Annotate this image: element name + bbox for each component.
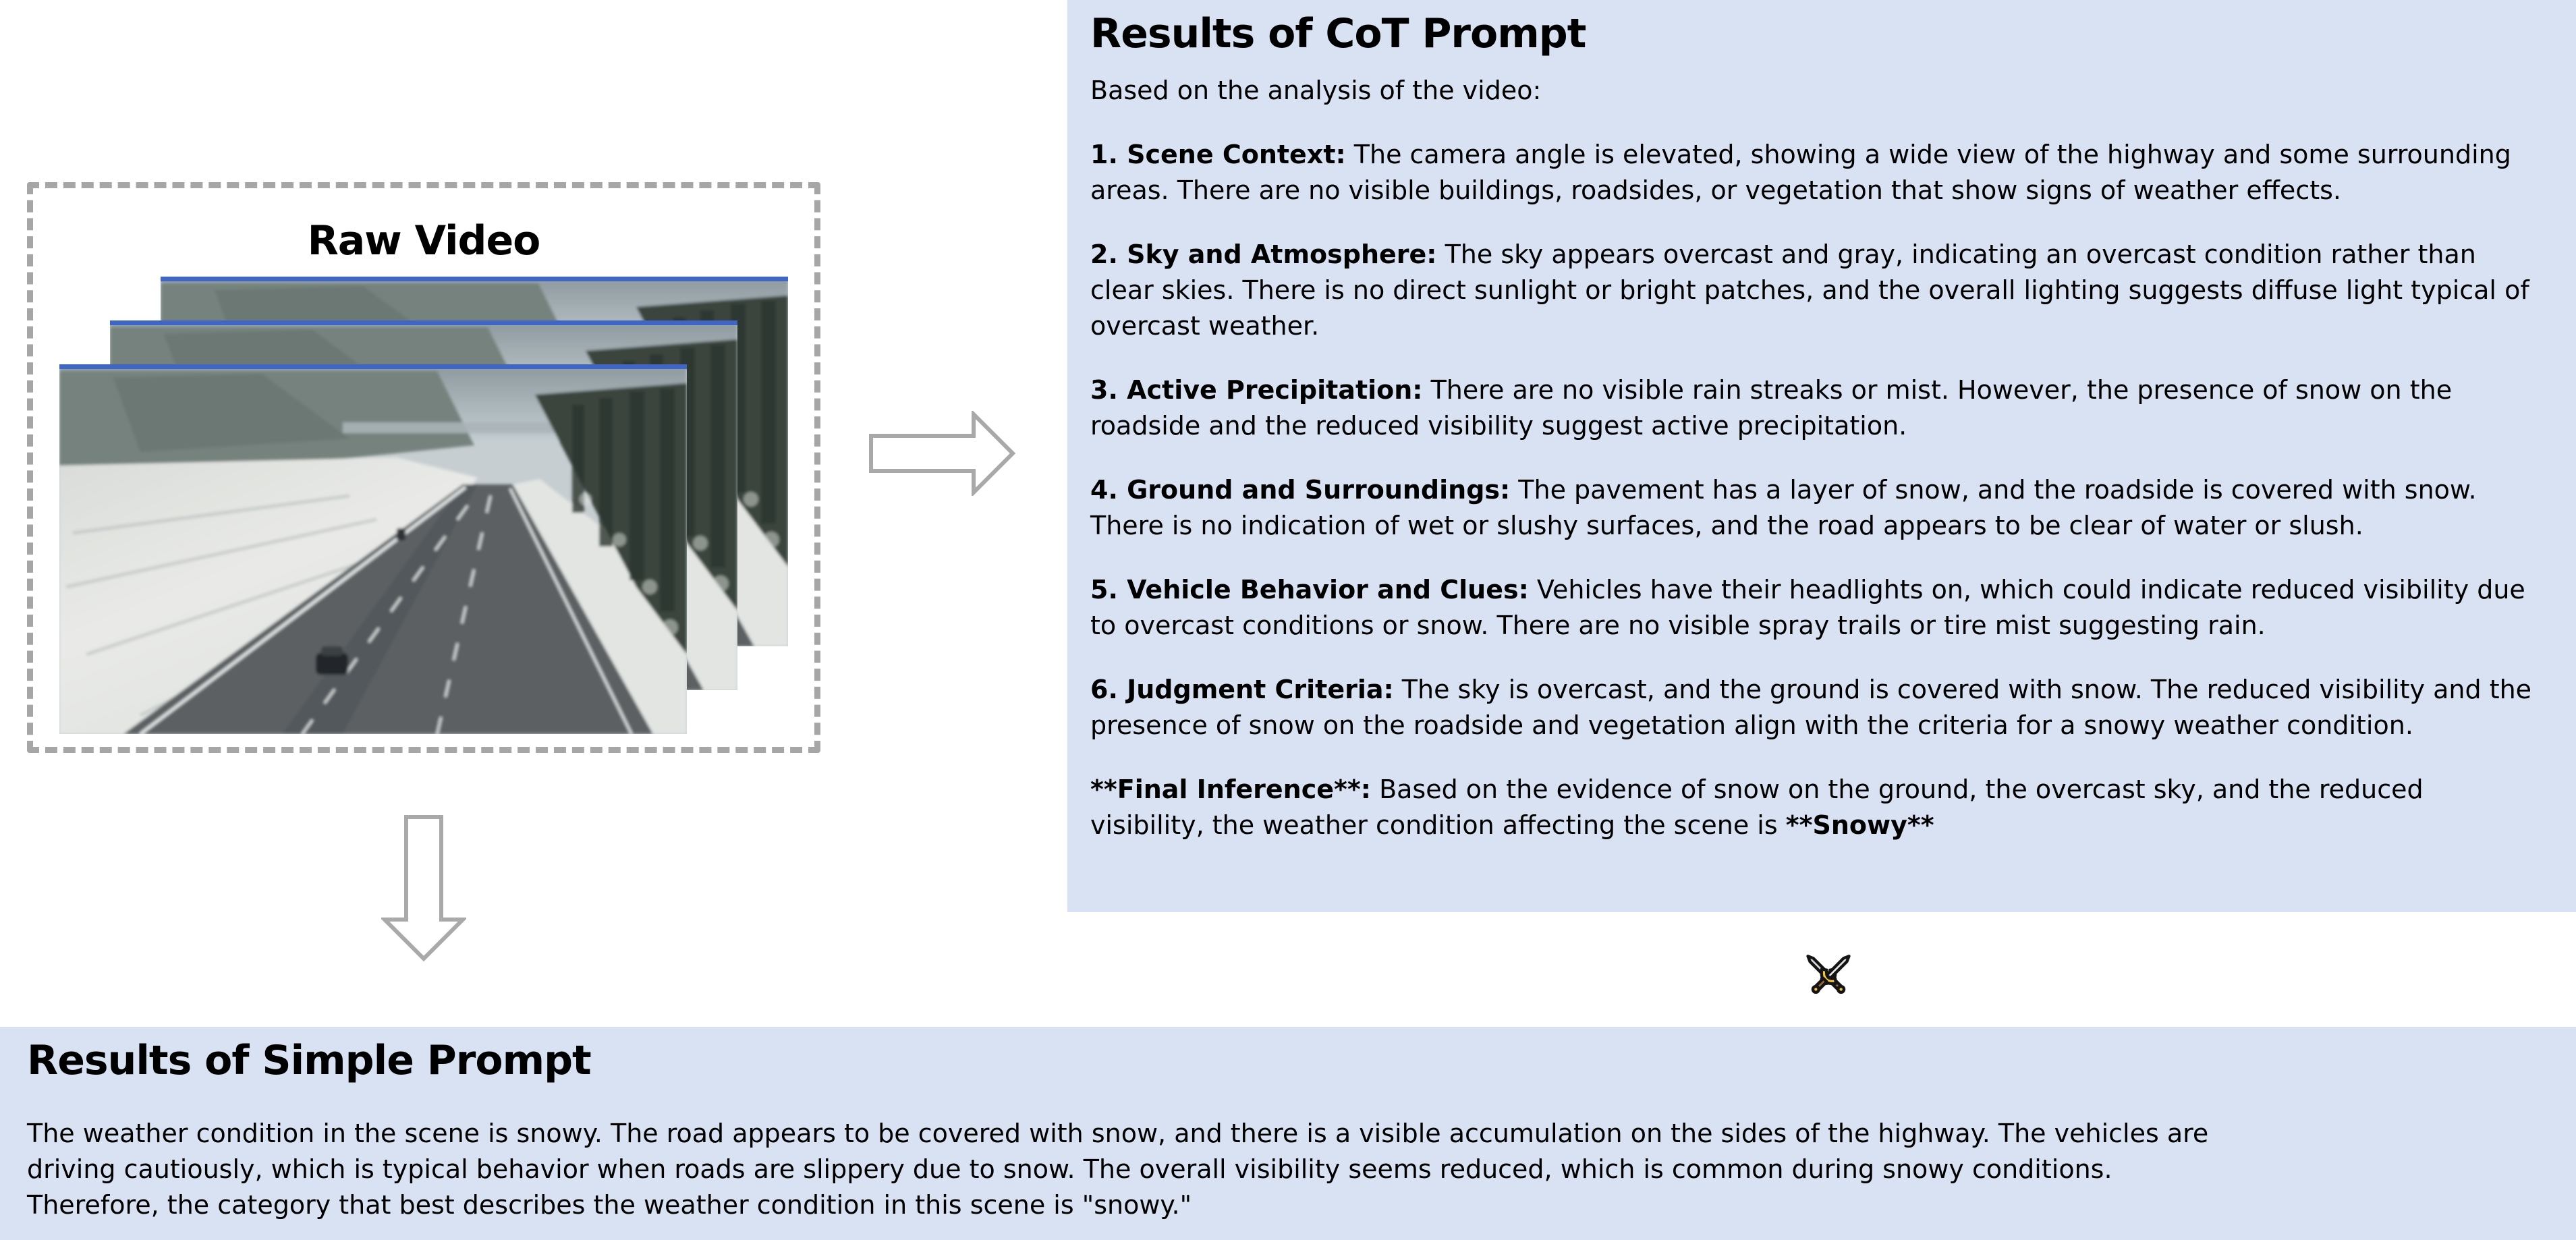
simple-body-line: Therefore, the category that best describes the weather condition in this scene is "snowy." (27, 1190, 1192, 1220)
cot-item-ground-surroundings (1090, 472, 2538, 544)
cot-item-text: The camera angle is elevated, showing a wide view of the highway and some surrounding areas. There are no visible buildings, roadsides, or vegetation that show signs of weather effects. (1090, 140, 2511, 205)
cot-results-panel (1067, 0, 2576, 912)
cot-item-sky-atmosphere (1090, 237, 2538, 344)
cot-item-text: There are no visible rain streaks or mist. However, the presence of snow on the roadside and the reduced visibility suggest active precipitation. (1090, 375, 2453, 441)
cot-item-text: The sky is overcast, and the ground is covered with snow. The reduced visibility and the presence of snow on the roadside and vegetation align with the criteria for a snowy weather condition. (1090, 675, 2532, 740)
cot-item-heading: 1. Scene Context: (1090, 140, 1346, 169)
cot-item-vehicle-behavior (1090, 572, 2538, 644)
cot-item-scene-context (1090, 137, 2538, 208)
final-inference-answer: **Snowy** (1785, 810, 1934, 840)
simple-body-line: driving cautiously, which is typical behavior when roads are slippery due to snow. The overall visibility seems reduced, which is common during snowy conditions. (27, 1154, 2112, 1184)
video-frame-front (59, 364, 687, 734)
down-arrow-icon (381, 815, 466, 962)
simple-results-panel (0, 1027, 2576, 1240)
cot-intro-text: Based on the analysis of the video: (1090, 76, 1542, 105)
cot-item-heading: 6. Judgment Criteria: (1090, 675, 1394, 704)
cot-item-heading: 3. Active Precipitation: (1090, 375, 1423, 405)
simple-panel-body (27, 1116, 2549, 1223)
cot-panel-title: Results of CoT Prompt (1090, 10, 1586, 57)
cot-item-text: The pavement has a layer of snow, and the roadside is covered with snow. There is no indication of wet or slushy surfaces, and the road appears to be clear of water or slush. (1090, 475, 2477, 540)
cot-item-heading: 5. Vehicle Behavior and Clues: (1090, 575, 1529, 604)
cot-item-text: The sky appears overcast and gray, indicating an overcast condition rather than clear skies. There is no direct sunlight or bright patches, and the overall lighting suggests diffuse light typical of overcast weather. (1090, 239, 2529, 341)
cot-item-final-inference (1090, 772, 2538, 843)
simple-body-line: The weather condition in the scene is snowy. The road appears to be covered with snow, and there is a visible accumulation on the sides of the highway. The vehicles are (27, 1119, 2209, 1148)
cot-item-text: Vehicles have their headlights on, which could indicate reduced visibility due to overcast conditions or snow. There are no visible spray trails or tire mist suggesting rain. (1090, 575, 2525, 640)
cot-item-heading: 2. Sky and Atmosphere: (1090, 239, 1437, 269)
cot-item-heading: 4. Ground and Surroundings: (1090, 475, 1511, 505)
raw-video-title: Raw Video (307, 217, 540, 264)
simple-panel-title: Results of Simple Prompt (27, 1037, 591, 1084)
cot-item-heading: **Final Inference**: (1090, 774, 1371, 804)
crossed-swords-icon (1799, 946, 1858, 1005)
cot-item-judgment-criteria (1090, 672, 2538, 743)
cot-item-active-precipitation (1090, 372, 2538, 444)
right-arrow-icon (869, 411, 1016, 496)
cot-item-text: Based on the evidence of snow on the ground, the overcast sky, and the reduced visibility, the weather condition affecting the scene is (1090, 774, 2424, 840)
